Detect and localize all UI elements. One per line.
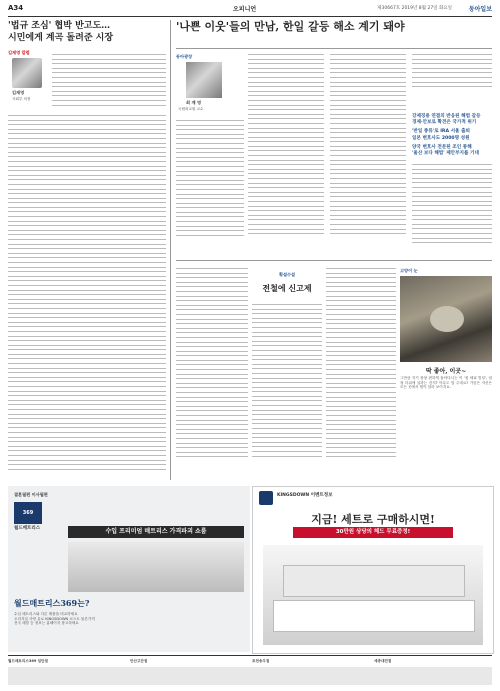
subhead-block [412, 114, 492, 157]
photo-section-tag: 고양이 눈 [400, 268, 418, 273]
subhead-line: 경제·안보로 확전은 국가적 위기 [412, 120, 477, 126]
cat-shape [430, 306, 464, 332]
page-number: A34 [8, 4, 24, 12]
subhead-line: 양국 변호사 전문된 조인 통해 [412, 144, 472, 150]
main-author-photo [186, 62, 222, 98]
ad-right-bed-image [263, 545, 483, 645]
left-headline-line1: '법규 조심' 협박 반고도… [8, 21, 111, 31]
middle-column-title: 전철에 신고제 [262, 283, 312, 294]
left-headline-line2: 시민에게 계곡 돌려준 시장 [8, 33, 114, 43]
subhead-line: '반일 종류'로 IRA 서울 출퇴 [412, 129, 470, 135]
ad-bullet: 수입 매트리스와 다른 제품을 비교하세요 [14, 612, 78, 616]
column-divider [170, 20, 171, 480]
ad-banner: 수입 프리미엄 매트리스 가격파괴 쇼룸 [68, 526, 244, 538]
ad-right-headline: 지금! 세트로 구매하시면! [311, 513, 435, 526]
bed-headboard [283, 565, 465, 597]
issue-date: 제30667호 2019년 8월 27일 화요일 [377, 6, 452, 11]
footer-item: 포천송우점 [252, 659, 270, 663]
photo-caption-note: 그만큼 지기 창창 편하게 돌아다니는 이 '집 세피 빌딩', 엄청 더위에 일하는 건지? 아무도 밥 주네요? 가끔은 자신은 모든 곳에서 힘이 달라 보이지요. [400, 376, 492, 390]
ad-brand-name: 월드매트리스 [14, 526, 41, 531]
author-photo [12, 58, 42, 88]
ad-right-brand: KINGSDOWN 이벤트정보 [277, 493, 333, 498]
left-column-article [8, 20, 166, 480]
mattress-ad-left[interactable] [8, 486, 250, 652]
ad-logo: 369 [14, 502, 42, 524]
middle-column-box [252, 268, 322, 478]
ad-brand-top: 결혼필편 이사필편 [14, 492, 48, 497]
subhead-line: '울산 보다 해법' 제안부지를 기대 [412, 151, 479, 157]
main-body-col2 [330, 54, 406, 254]
ad-bullet: 오리지널 사양 유로 KINGSDOWN 코스트 물론가격 [14, 616, 95, 621]
byline-tag: 김재영 칼럼 [8, 50, 30, 55]
cat-photo [400, 276, 492, 362]
left-body-text [8, 115, 166, 475]
footer-address-bar [8, 667, 492, 685]
footer-item: 안산고잔점 [130, 659, 148, 663]
main-body-col3 [412, 54, 492, 254]
ad-bullet: 전국 매장 등 정보는 홈페이지 참고하세요 [14, 621, 79, 626]
middle-column-tag: 횡설수설 [278, 272, 296, 277]
photo-caption: 딱 좋아, 이곳~ [425, 368, 467, 375]
author-name: 김재영 [12, 90, 25, 95]
footer-rule [8, 655, 492, 656]
ad-slogan: 월드매트리스369는? [14, 598, 90, 608]
ad-right-subheadline: 30만원 상당의 헤드 무료증정! [293, 527, 453, 538]
main-headline: '나쁜 이웃'들의 만남, 한일 갈등 해소 계기 돼야 [176, 20, 405, 33]
ad-footer [8, 655, 492, 687]
subhead-line: 일본 변호사도 2000명 성원 [412, 135, 470, 141]
lower-text-col1 [176, 268, 248, 478]
headline-rule [176, 48, 492, 49]
ad-bullets [14, 612, 244, 626]
main-body-col0 [176, 120, 324, 254]
section-name: 오피니언 [233, 6, 257, 13]
photo-block [400, 268, 492, 478]
main-author-title: 국립외교원 교수 [178, 107, 204, 111]
ad-mattress-image [68, 542, 244, 592]
lower-text-col2 [326, 268, 396, 478]
footer-item: 세종대전점 [374, 659, 392, 663]
column-tag: 동아광장 [176, 54, 193, 59]
main-author-box [176, 54, 244, 116]
subhead-line: 강제징용 연결의 반응된 해법 갈등 [412, 114, 481, 119]
main-author-name: 최 계 영 [186, 100, 202, 105]
newspaper-logo: 동아일보 [468, 6, 492, 13]
page-header [8, 4, 492, 17]
section-rule [176, 260, 492, 261]
footer-item: 월드매트리스369 임단점 [8, 659, 48, 663]
author-box [8, 50, 48, 110]
left-body-top [52, 52, 166, 112]
main-article [176, 20, 492, 480]
author-title: 사회부 차장 [12, 97, 31, 101]
mattress-ad-right[interactable] [252, 486, 494, 654]
kingsdown-logo-icon [259, 491, 273, 505]
bed-mattress [273, 600, 475, 632]
